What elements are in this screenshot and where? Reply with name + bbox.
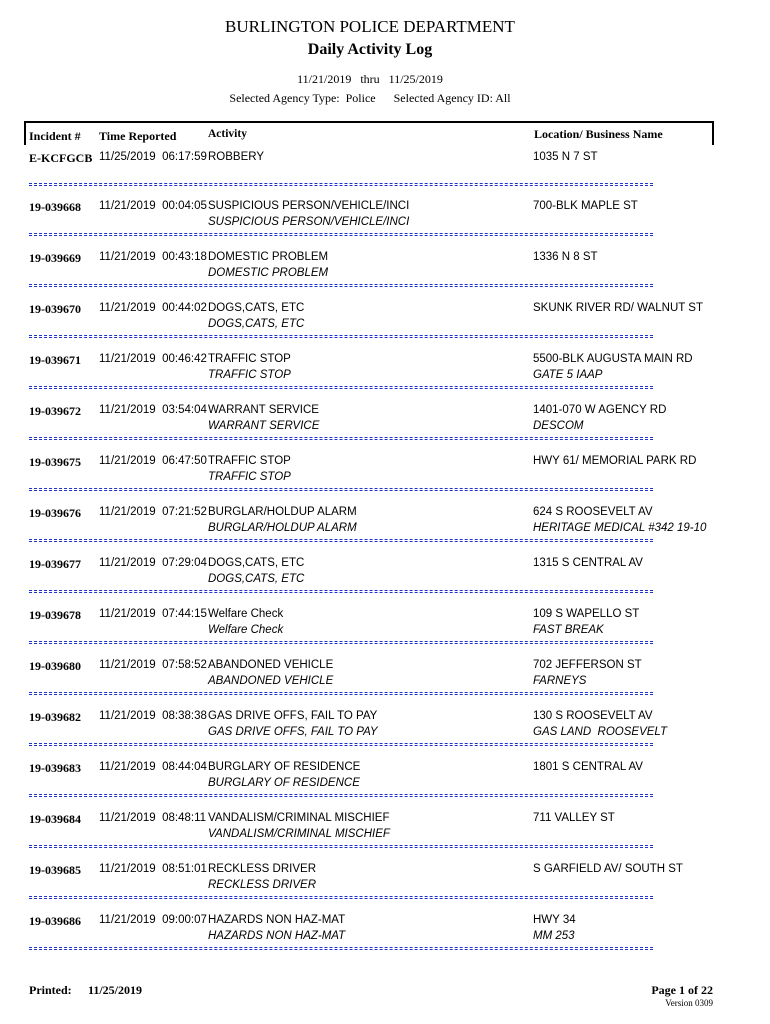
location-label: S GARFIELD AV/ SOUTH ST	[533, 863, 683, 875]
time-reported: 11/21/2019 06:47:50	[99, 455, 207, 467]
column-header-activity: Activity	[208, 128, 247, 140]
activity-label: ROBBERY	[208, 151, 265, 163]
location-detail: FAST BREAK	[533, 624, 604, 636]
activity-detail: DOGS,CATS, ETC	[208, 318, 305, 330]
time-reported: 11/21/2019 08:44:04	[99, 761, 207, 773]
activity-detail: BURGLAR/HOLDUP ALARM	[208, 522, 357, 534]
activity-label: TRAFFIC STOP	[208, 455, 291, 467]
activity-label: VANDALISM/CRIMINAL MISCHIEF	[208, 812, 390, 824]
incident-number: 19-039683	[29, 761, 81, 775]
location-label: SKUNK RIVER RD/ WALNUT ST	[533, 302, 703, 314]
row-separator	[29, 233, 653, 236]
printed-label: Printed:	[29, 983, 72, 997]
row-separator	[29, 641, 653, 644]
activity-label: DOGS,CATS, ETC	[208, 557, 305, 569]
activity-label: BURGLAR/HOLDUP ALARM	[208, 506, 357, 518]
time-reported: 11/21/2019 08:38:38	[99, 710, 207, 722]
row-separator	[29, 183, 653, 186]
location-label: 1801 S CENTRAL AV	[533, 761, 643, 773]
time-reported: 11/21/2019 00:04:05	[99, 200, 207, 212]
printed-date: 11/25/2019	[88, 983, 143, 997]
location-detail: DESCOM	[533, 420, 584, 432]
time-reported: 11/21/2019 03:54:04	[99, 404, 207, 416]
location-detail: MM 253	[533, 930, 575, 942]
location-detail: GATE 5 IAAP	[533, 369, 603, 381]
location-label: 130 S ROOSEVELT AV	[533, 710, 653, 722]
time-reported: 11/21/2019 07:58:52	[99, 659, 207, 671]
incident-number: 19-039684	[29, 812, 81, 826]
activity-label: TRAFFIC STOP	[208, 353, 291, 365]
location-label: 109 S WAPELLO ST	[533, 608, 640, 620]
incident-number: 19-039671	[29, 353, 81, 367]
location-label: 1035 N 7 ST	[533, 151, 598, 163]
location-label: 624 S ROOSEVELT AV	[533, 506, 653, 518]
location-detail: FARNEYS	[533, 675, 587, 687]
version-label: Version 0309	[665, 998, 713, 1008]
location-label: HWY 61/ MEMORIAL PARK RD	[533, 455, 697, 467]
column-header-incident: Incident #	[29, 129, 81, 143]
activity-detail: VANDALISM/CRIMINAL MISCHIEF	[208, 828, 390, 840]
activity-label: Welfare Check	[208, 608, 284, 620]
incident-number: 19-039677	[29, 557, 81, 571]
incident-number: 19-039676	[29, 506, 81, 520]
incident-number: 19-039669	[29, 251, 81, 265]
activity-detail: WARRANT SERVICE	[208, 420, 320, 432]
activity-detail: SUSPICIOUS PERSON/VEHICLE/INCI	[208, 216, 410, 228]
row-separator	[29, 284, 653, 287]
activity-label: HAZARDS NON HAZ-MAT	[208, 914, 346, 926]
time-reported: 11/21/2019 08:51:01	[99, 863, 207, 875]
time-reported: 11/21/2019 09:00:07	[99, 914, 207, 926]
incident-number: 19-039672	[29, 404, 81, 418]
activity-label: GAS DRIVE OFFS, FAIL TO PAY	[208, 710, 378, 722]
incident-number: 19-039668	[29, 200, 81, 214]
row-separator	[29, 896, 653, 899]
activity-detail: DOGS,CATS, ETC	[208, 573, 305, 585]
time-reported: 11/21/2019 07:21:52	[99, 506, 207, 518]
department-title: BURLINGTON POLICE DEPARTMENT	[225, 17, 515, 36]
incident-number: 19-039680	[29, 659, 81, 673]
row-separator	[29, 539, 653, 542]
location-detail: HERITAGE MEDICAL #342 19-10	[533, 522, 707, 534]
activity-detail: TRAFFIC STOP	[208, 369, 291, 381]
row-separator	[29, 692, 653, 695]
activity-detail: BURGLARY OF RESIDENCE	[208, 777, 360, 789]
time-reported: 11/21/2019 07:29:04	[99, 557, 207, 569]
incident-number: 19-039670	[29, 302, 81, 316]
activity-detail: GAS DRIVE OFFS, FAIL TO PAY	[208, 726, 378, 738]
row-separator	[29, 845, 653, 848]
row-separator	[29, 794, 653, 797]
incident-number: 19-039675	[29, 455, 81, 469]
column-header-time: Time Reported	[99, 129, 177, 143]
row-separator	[29, 590, 653, 593]
location-label: 5500-BLK AUGUSTA MAIN RD	[533, 353, 693, 365]
row-separator	[29, 386, 653, 389]
incident-number: 19-039686	[29, 914, 81, 928]
time-reported: 11/21/2019 07:44:15	[99, 608, 207, 620]
activity-detail: HAZARDS NON HAZ-MAT	[208, 930, 346, 942]
time-reported: 11/21/2019 08:48:11	[99, 812, 207, 824]
row-separator	[29, 743, 653, 746]
row-separator	[29, 488, 653, 491]
row-separator	[29, 947, 653, 950]
incident-number: 19-039678	[29, 608, 81, 622]
location-label: 700-BLK MAPLE ST	[533, 200, 638, 212]
activity-label: ABANDONED VEHICLE	[208, 659, 334, 671]
column-header-location: Location/ Business Name	[534, 127, 663, 141]
activity-label: DOGS,CATS, ETC	[208, 302, 305, 314]
location-label: 702 JEFFERSON ST	[533, 659, 642, 671]
activity-detail: ABANDONED VEHICLE	[208, 675, 334, 687]
time-reported: 11/21/2019 00:44:02	[99, 302, 207, 314]
page-number: Page 1 of 22	[651, 983, 713, 997]
time-reported: 11/21/2019 00:43:18	[99, 251, 207, 263]
incident-number: E-KCFGCB	[29, 151, 93, 165]
activity-detail: Welfare Check	[208, 624, 284, 636]
incident-number: 19-039682	[29, 710, 81, 724]
row-separator	[29, 335, 653, 338]
activity-detail: DOMESTIC PROBLEM	[208, 267, 329, 279]
time-reported: 11/25/2019 06:17:59	[99, 151, 207, 163]
row-separator	[29, 437, 653, 440]
location-label: HWY 34	[533, 914, 576, 926]
location-label: 1336 N 8 ST	[533, 251, 598, 263]
incident-number: 19-039685	[29, 863, 81, 877]
location-label: 1401-070 W AGENCY RD	[533, 404, 667, 416]
activity-label: DOMESTIC PROBLEM	[208, 251, 329, 263]
time-reported: 11/21/2019 00:46:42	[99, 353, 207, 365]
log-title: Daily Activity Log	[307, 41, 433, 58]
date-range: 11/21/2019 thru 11/25/2019	[297, 72, 443, 86]
activity-label: WARRANT SERVICE	[208, 404, 319, 416]
activity-label: BURGLARY OF RESIDENCE	[208, 761, 361, 773]
location-label: 1315 S CENTRAL AV	[533, 557, 643, 569]
activity-label: RECKLESS DRIVER	[208, 863, 317, 875]
activity-detail: TRAFFIC STOP	[208, 471, 291, 483]
agency-filter: Selected Agency Type: Police Selected Agency ID: All	[229, 91, 511, 105]
location-detail: GAS LAND ROOSEVELT	[533, 726, 667, 738]
activity-label: SUSPICIOUS PERSON/VEHICLE/INCI	[208, 200, 410, 212]
activity-detail: RECKLESS DRIVER	[208, 879, 317, 891]
location-label: 711 VALLEY ST	[533, 812, 615, 824]
